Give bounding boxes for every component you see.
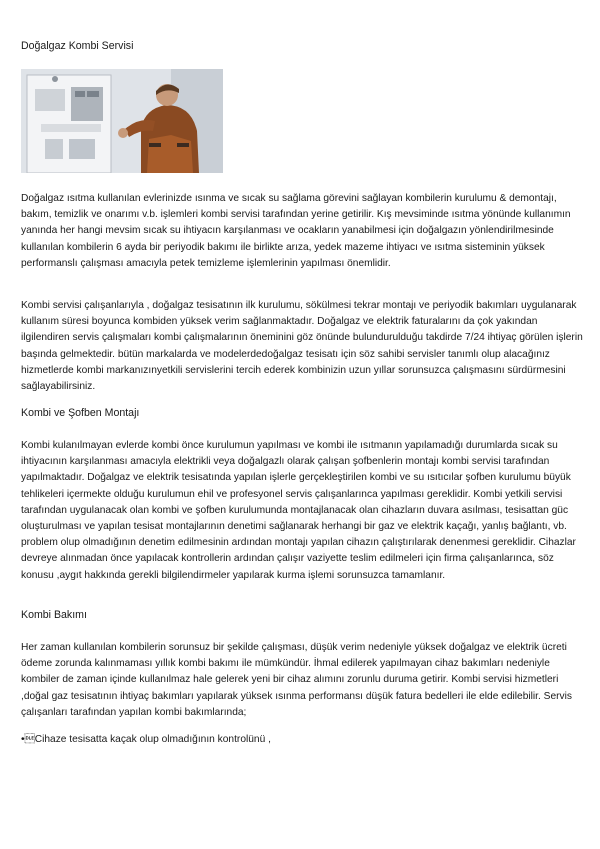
section-heading-installation: Kombi ve Şofben Montajı — [21, 407, 140, 419]
maintenance-paragraph: Her zaman kullanılan kombilerin sorunsuz bir şekilde çalışması, düşük verim nedeniyle yüksek doğalgaz ve elektrik ücreti ödeme zorunda kalınmaması yıllık kombi bakımı ile mümkündür. İhmal edilerek yapılmayan cihaz bakımları nedeniyle kombiler de zaman içinde kullanılmaz hale gelerek yeni bir cihaz alımını zorunlu duruma getirir. Kombi servisi hizmetleri ,doğal gaz tesisatının ihtiyaç bakımları yapılarak yüksek ısınma performansı düşük fatura bedelleri ile elde edilebilir. Servis çalışanları tarafından yapılan kombi bakımlarında; — [21, 642, 572, 718]
installation-paragraph: Kombi kulanılmayan evlerde kombi önce kurulumun yapılması ve kombi ile ısıtmanın yapılamadığı durumlarda sıcak su ihtiyacının karşılanması amacıyla elektrikli veya doğalgazlı olarak çalışan şofbenlerin montajı kombi servisi tarafından yapılmaktadır. Doğalgaz ve elektrik tesisatında yapılan işlerle gerçekleştirilen kombi ve su ısıtıcılar şofben kurulumu büyük tehlikeleri içermekte olduğu kurulumun ehil ve profesyonel servis çalışanlarınca yapılması gereklidir. Kombi yetkili servisi tarafından uygulanacak olan kombi ve şofben kurulumunda montajlanacak olan cihazların duvara asılması, tesisattan güc oluşturulması ve yapılan tesisat montajlarının denetimi sağlanarak herhangi bir gaz ve elektrik kaçağı, yanlış bağlantı, vb. problem olup olmadığının denetim edilmesinin ardından montajı yapılan cihazın çalıştırılarak denenmesi gereklidir. Cihazlar devreye alınmadan önce yapılacak kontrollerin ardından çalışır vaziyette teslim edilmeleri için firma çalışanlarınca, söz konusu ,aygıt hakkında gerekli bilgilendirmeler yapılarak kurma işlemi sorunsuzca tamamlanır. — [21, 440, 576, 581]
section-heading-maintenance: Kombi Bakımı — [21, 609, 87, 621]
list-item: •Cihaze tesisatta kaçak olup olmadığının kontrolünü , — [21, 734, 271, 745]
service-paragraph: Kombi servisi çalışanlarıyla , doğalgaz tesisatının ilk kurulumu, sökülmesi tekrar montajı ve periyodik bakımları uygulanarak kullanım süresi boyunca kombiden yüksek verim sağlanmaktadır. Doğalgaz ve elektrik faturalarını da çok yakından ilgilendiren servis çalışmaları kombi çalışmalarının öneminini göz önünde bulundurulduğu takdirde 7/24 ihtiyaç görülen işlerin başında gelmektedir. bütün markalarda ve modelerdedoğalgaz tesisatı için söz sahibi servisler tanımlı olup alacağınız hizmetlerde kombi markanızınyetkili servislerini tercih ederek kombinizin uzun yıllar sorunsuzca çalışmasını sürdürmesini sağlayabilirsiniz. — [21, 300, 583, 393]
document-title: Doğalgaz Kombi Servisi — [21, 40, 134, 52]
photo-illustration — [21, 69, 223, 173]
intro-paragraph: Doğalgaz ısıtma kullanılan evlerinizde ısınma ve sıcak su sağlama görevini sağlayan kombilerin kurulumu & demontajı, bakım, temizlik ve onarımı v.b. işlemleri kombi servisi tarafından yerine getirilir. Kış mevsiminde ısıtma yönünde kullanımın yanında her hangi mevsim sıcak su ihtiyacın karşılanması ve ocakların yanabilmesi için doğalgazın yönlendirilmesinde kullanılan kombilerin 6 ayda bir periyodik bakımı ile birlikte arıza, yedek mazeme ihtiyacı ve ısıtma sisteminin yüksek performanslı çalışması amacıyla petek temizleme işlemlerinin yapılması önemlidir. — [21, 193, 571, 269]
technician-servicing-boiler-photo — [21, 69, 223, 173]
